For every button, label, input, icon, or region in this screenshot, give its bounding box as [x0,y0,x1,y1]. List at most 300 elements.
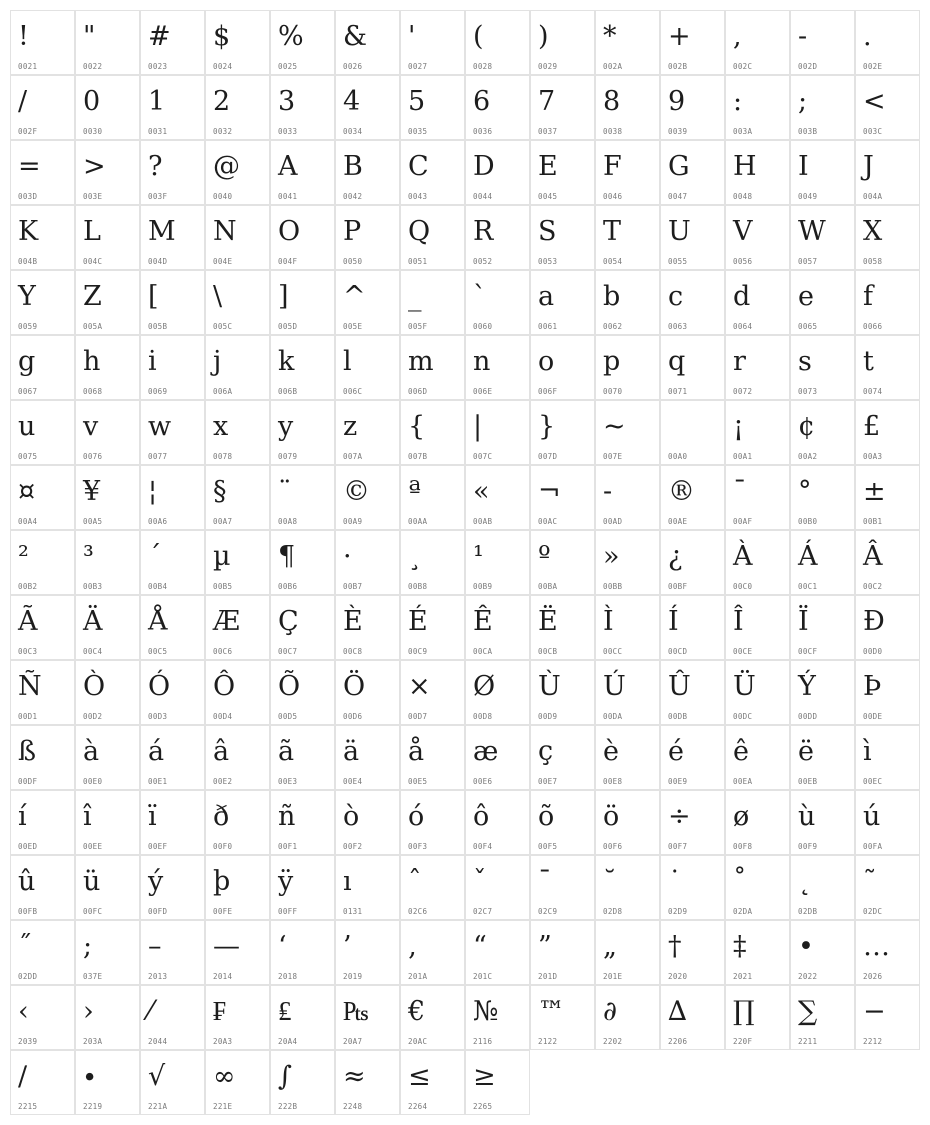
glyph-char: x [213,411,229,442]
glyph-char: ® [668,476,695,507]
glyph-cell [465,205,530,270]
glyph-codepoint: 00C0 [733,582,753,591]
glyph-codepoint: 0035 [408,127,428,136]
glyph-char: X [863,216,883,247]
glyph-codepoint: 0041 [278,192,298,201]
glyph-codepoint: 003A [733,127,753,136]
glyph-codepoint: 0032 [213,127,233,136]
glyph-char: A [278,151,298,182]
glyph-char: ´ [148,541,162,572]
glyph-codepoint: 00E7 [538,777,558,786]
glyph-codepoint: 00D0 [863,647,883,656]
glyph-cell [595,985,660,1050]
glyph-cell [465,530,530,595]
glyph-codepoint: 00CD [668,647,688,656]
glyph-char: 8 [603,86,621,117]
glyph-char: F [603,151,622,182]
glyph-codepoint: 2014 [213,972,233,981]
glyph-char: ¦ [148,476,158,507]
glyph-char: ë [798,736,814,767]
glyph-char: 5 [408,86,426,117]
glyph-cell [10,660,75,725]
glyph-codepoint: 037E [83,972,103,981]
glyph-char: ß [18,736,37,767]
glyph-codepoint: 0030 [83,127,103,136]
glyph-char: Ó [148,671,171,702]
glyph-char: I [798,151,809,182]
glyph-cell [400,725,465,790]
glyph-char: þ [213,866,231,897]
glyph-cell [530,335,595,400]
glyph-codepoint: 00B4 [148,582,168,591]
glyph-codepoint: 220F [733,1037,753,1046]
glyph-cell [855,270,920,335]
glyph-char: » [603,541,620,572]
glyph-codepoint: 00E6 [473,777,493,786]
glyph-codepoint: 0075 [18,452,38,461]
glyph-codepoint: 0033 [278,127,298,136]
glyph-codepoint: 02DB [798,907,818,916]
glyph-char: — [213,931,240,962]
glyph-codepoint: 00CA [473,647,493,656]
glyph-cell [725,920,790,985]
glyph-cell [725,790,790,855]
glyph-codepoint: 00E9 [668,777,688,786]
glyph-cell [205,790,270,855]
glyph-char: ˚ [733,866,747,897]
glyph-codepoint: 0078 [213,452,233,461]
glyph-codepoint: 0059 [18,322,38,331]
glyph-codepoint: 0054 [603,257,623,266]
glyph-codepoint: 00D9 [538,712,558,721]
glyph-char: ç [538,736,554,767]
glyph-cell [725,335,790,400]
glyph-cell [595,75,660,140]
glyph-cell [660,205,725,270]
glyph-codepoint: 007C [473,452,493,461]
glyph-char: Z [83,281,102,312]
glyph-char: Ñ [18,671,42,702]
glyph-cell [530,10,595,75]
glyph-codepoint: 00DC [733,712,753,721]
glyph-cell [335,465,400,530]
glyph-codepoint: 00A3 [863,452,883,461]
glyph-cell [530,790,595,855]
glyph-char: e [798,281,814,312]
glyph-cell [790,855,855,920]
glyph-codepoint: 00CC [603,647,623,656]
glyph-char: ö [603,801,620,832]
glyph-cell [855,140,920,205]
glyph-cell [335,75,400,140]
glyph-cell [10,270,75,335]
glyph-cell [855,595,920,660]
glyph-cell [790,335,855,400]
glyph-cell [140,10,205,75]
glyph-codepoint: 00F1 [278,842,298,851]
glyph-char: ñ [278,801,296,832]
glyph-char: Å [148,606,168,637]
glyph-char: Ë [538,606,558,637]
glyph-char: ? [148,151,163,182]
glyph-char: Æ [213,606,241,637]
glyph-char: ≥ [473,1061,496,1092]
glyph-codepoint: 203A [83,1037,103,1046]
glyph-cell [400,75,465,140]
glyph-codepoint: 00EB [798,777,818,786]
glyph-codepoint: 0046 [603,192,623,201]
glyph-cell [140,1050,205,1115]
glyph-cell [10,140,75,205]
glyph-codepoint: 00C8 [343,647,363,656]
glyph-codepoint: 2265 [473,1102,493,1111]
glyph-cell [660,400,725,465]
glyph-codepoint: 004C [83,257,103,266]
glyph-cell [10,985,75,1050]
glyph-cell [725,725,790,790]
glyph-char: Ì [603,606,614,637]
glyph-codepoint: 005B [148,322,168,331]
glyph-char: Ö [343,671,366,702]
glyph-codepoint: 00F2 [343,842,363,851]
glyph-codepoint: 00AC [538,517,558,526]
glyph-cell [75,335,140,400]
glyph-codepoint: 0057 [798,257,818,266]
glyph-char: Õ [278,671,301,702]
glyph-cell [205,335,270,400]
glyph-cell [10,335,75,400]
glyph-char: • [798,931,814,962]
glyph-cell [335,985,400,1050]
glyph-codepoint: 0040 [213,192,233,201]
glyph-codepoint: 00CF [798,647,818,656]
glyph-cell [140,790,205,855]
glyph-codepoint: 0031 [148,127,168,136]
glyph-cell [660,10,725,75]
glyph-cell [660,985,725,1050]
glyph-codepoint: 00C7 [278,647,298,656]
glyph-cell [205,400,270,465]
glyph-codepoint: 00AB [473,517,493,526]
glyph-char: ∆ [668,996,687,1027]
glyph-cell [335,660,400,725]
glyph-codepoint: 00F9 [798,842,818,851]
glyph-cell [140,920,205,985]
glyph-codepoint: 007A [343,452,363,461]
glyph-codepoint: 003F [148,192,168,201]
glyph-char: , [733,21,742,52]
glyph-cell [270,855,335,920]
glyph-codepoint: 0037 [538,127,558,136]
glyph-codepoint: 00A7 [213,517,233,526]
glyph-cell [790,790,855,855]
glyph-char: Q [408,216,431,247]
glyph-cell [10,75,75,140]
glyph-cell [530,75,595,140]
glyph-codepoint: 00A8 [278,517,298,526]
glyph-cell [335,725,400,790]
glyph-cell [595,140,660,205]
glyph-cell [140,75,205,140]
glyph-cell [335,140,400,205]
glyph-cell [855,725,920,790]
glyph-codepoint: 00D4 [213,712,233,721]
glyph-char: ∞ [213,1061,236,1092]
glyph-char: : [733,86,743,117]
glyph-codepoint: 00DA [603,712,623,721]
glyph-cell [465,465,530,530]
glyph-codepoint: 00C1 [798,582,818,591]
glyph-char: ¿ [668,541,683,572]
glyph-codepoint: 00CE [733,647,753,656]
glyph-cell [530,140,595,205]
glyph-cell [10,855,75,920]
glyph-codepoint: 0038 [603,127,623,136]
glyph-cell [660,270,725,335]
glyph-codepoint: 00F7 [668,842,688,851]
glyph-cell [400,140,465,205]
glyph-char: î [83,801,92,832]
glyph-cell [465,595,530,660]
glyph-char: ï [148,801,157,832]
glyph-char: K [18,216,39,247]
glyph-cell [400,660,465,725]
glyph-codepoint: 00B7 [343,582,363,591]
glyph-char: = [18,151,41,182]
glyph-cell [75,920,140,985]
glyph-char: © [343,476,370,507]
glyph-cell [725,530,790,595]
glyph-codepoint: 00AE [668,517,688,526]
glyph-char: _ [408,281,422,312]
glyph-char: D [473,151,495,182]
glyph-char: £ [863,411,881,442]
glyph-codepoint: 002C [733,62,753,71]
glyph-cell [790,465,855,530]
glyph-codepoint: 0060 [473,322,493,331]
glyph-cell [530,920,595,985]
glyph-codepoint: 003B [798,127,818,136]
glyph-cell [660,660,725,725]
glyph-cell [790,400,855,465]
glyph-cell [660,725,725,790]
glyph-char: g [18,346,36,377]
glyph-cell [660,790,725,855]
glyph-codepoint: 2215 [18,1102,38,1111]
glyph-codepoint: 201A [408,972,428,981]
glyph-cell [400,920,465,985]
glyph-codepoint: 00DB [668,712,688,721]
glyph-codepoint: 00BA [538,582,558,591]
glyph-cell [10,920,75,985]
glyph-cell [335,10,400,75]
glyph-codepoint: 2013 [148,972,168,981]
glyph-codepoint: 0052 [473,257,493,266]
glyph-cell [595,790,660,855]
glyph-cell [75,790,140,855]
glyph-char: ^ [343,281,366,312]
glyph-codepoint: 00E0 [83,777,103,786]
glyph-char: ± [863,476,886,507]
glyph-cell [270,920,335,985]
glyph-char: R [473,216,494,247]
glyph-codepoint: 005C [213,322,233,331]
glyph-char: N [213,216,237,247]
glyph-cell [530,270,595,335]
glyph-cell [140,205,205,270]
glyph-char: Y [18,281,36,312]
glyph-char: z [343,411,358,442]
glyph-char: ≤ [408,1061,431,1092]
glyph-codepoint: 00FA [863,842,883,851]
glyph-cell [270,725,335,790]
glyph-cell [855,205,920,270]
glyph-codepoint: 00FD [148,907,168,916]
glyph-codepoint: 221E [213,1102,233,1111]
glyph-char: º [538,541,551,572]
glyph-char: ∏ [733,996,755,1027]
glyph-char: « [473,476,490,507]
glyph-cell [400,530,465,595]
glyph-char: · [343,541,352,572]
glyph-codepoint: 0071 [668,387,688,396]
glyph-codepoint: 0053 [538,257,558,266]
glyph-char: 0 [83,86,101,117]
glyph-cell [595,400,660,465]
glyph-codepoint: 00A1 [733,452,753,461]
glyph-cell [465,920,530,985]
glyph-codepoint: 0042 [343,192,363,201]
glyph-cell [140,725,205,790]
glyph-cell [855,335,920,400]
glyph-char: Ð [863,606,885,637]
glyph-codepoint: 005A [83,322,103,331]
glyph-char: s [798,346,812,377]
glyph-cell [75,530,140,595]
glyph-char: ˇ [473,866,487,897]
glyph-codepoint: 0063 [668,322,688,331]
glyph-cell [725,660,790,725]
glyph-cell [660,530,725,595]
glyph-cell [465,270,530,335]
glyph-char: ¸ [408,541,422,572]
glyph-cell [530,985,595,1050]
glyph-cell [10,725,75,790]
glyph-cell [270,465,335,530]
glyph-cell [75,985,140,1050]
glyph-cell [855,790,920,855]
glyph-cell [530,595,595,660]
glyph-cell [725,10,790,75]
glyph-cell [335,790,400,855]
glyph-codepoint: 00D1 [18,712,38,721]
glyph-cell [75,660,140,725]
glyph-codepoint: 0025 [278,62,298,71]
glyph-codepoint: 00CB [538,647,558,656]
glyph-cell [270,400,335,465]
glyph-codepoint: 00D8 [473,712,493,721]
glyph-cell [140,270,205,335]
glyph-cell [205,985,270,1050]
glyph-char: Ç [278,606,299,637]
glyph-char: > [83,151,106,182]
glyph-char: 7 [538,86,556,117]
glyph-cell [205,660,270,725]
glyph-codepoint: 0043 [408,192,428,201]
glyph-codepoint: 00FB [18,907,38,916]
glyph-char: $ [213,21,231,52]
glyph-char: è [603,736,619,767]
glyph-cell [465,400,530,465]
glyph-codepoint: 002E [863,62,883,71]
glyph-char: # [148,21,171,52]
glyph-codepoint: 007B [408,452,428,461]
glyph-char: Ô [213,671,236,702]
glyph-char: â [213,736,230,767]
glyph-char: \ [213,281,223,312]
glyph-codepoint: 00B5 [213,582,233,591]
glyph-codepoint: 201D [538,972,558,981]
glyph-codepoint: 0045 [538,192,558,201]
glyph-char: w [148,411,172,442]
glyph-cell [400,400,465,465]
glyph-char: ] [278,281,289,312]
glyph-codepoint: 00BB [603,582,623,591]
glyph-cell [205,725,270,790]
glyph-cell [790,660,855,725]
glyph-char: ¹ [473,541,484,572]
glyph-cell [270,140,335,205]
glyph-char: ˆ [408,866,422,897]
glyph-codepoint: 2206 [668,1037,688,1046]
glyph-char: ⁄ [148,996,153,1027]
glyph-codepoint: 02DC [863,907,883,916]
glyph-codepoint: 2219 [83,1102,103,1111]
glyph-cell [725,595,790,660]
glyph-codepoint: 002A [603,62,623,71]
glyph-codepoint: 00EF [148,842,168,851]
glyph-char: Ä [83,606,103,637]
glyph-codepoint: 004B [18,257,38,266]
glyph-cell [465,10,530,75]
glyph-codepoint: 0029 [538,62,558,71]
glyph-codepoint: 00A5 [83,517,103,526]
glyph-cell [205,205,270,270]
glyph-char: í [18,801,27,832]
glyph-char: O [278,216,301,247]
glyph-char: b [603,281,621,312]
glyph-char: C [408,151,429,182]
glyph-char: – [148,931,162,962]
glyph-codepoint: 00E5 [408,777,428,786]
glyph-char: ˜ [863,866,877,897]
glyph-char: Ï [798,606,809,637]
glyph-codepoint: 0067 [18,387,38,396]
glyph-cell [400,855,465,920]
glyph-char: G [668,151,690,182]
glyph-codepoint: 00BF [668,582,688,591]
glyph-char: @ [213,151,240,182]
glyph-cell [400,1050,465,1115]
glyph-cell [140,855,205,920]
glyph-cell [335,335,400,400]
glyph-codepoint: 0074 [863,387,883,396]
glyph-char: t [863,346,874,377]
glyph-cell [660,465,725,530]
glyph-char: ™ [538,996,565,1027]
glyph-char: µ [213,541,231,572]
glyph-cell [205,530,270,595]
